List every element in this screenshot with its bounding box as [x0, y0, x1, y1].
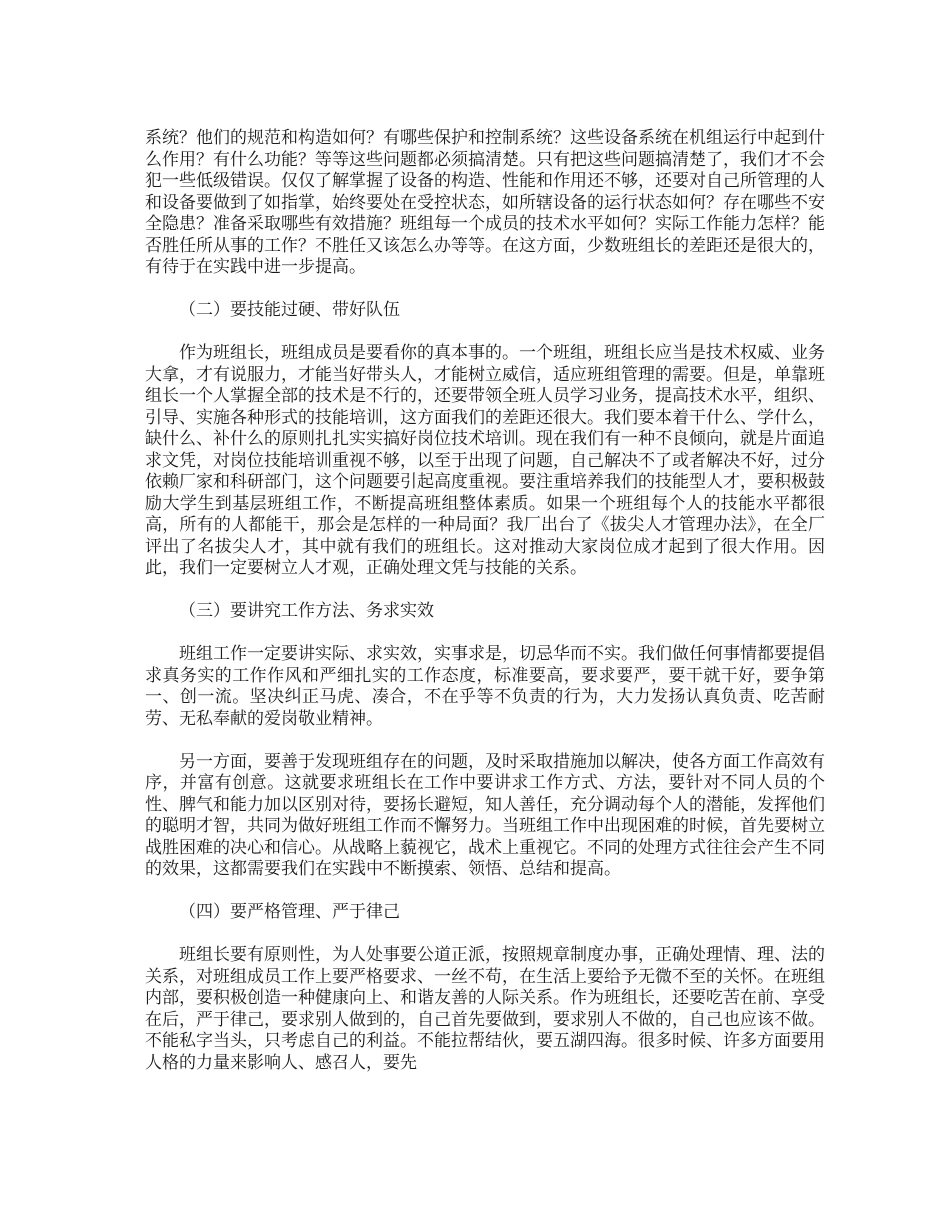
- paragraph-methods: 另一方面，要善于发现班组存在的问题，及时采取措施加以解决，使各方面工作高效有序，并富有创意。这就要求班组长在工作中要讲求工作方式、方法，要针对不同人员的个性、脾气和能力加以区别对待，要扬长避短，知人善任，充分调动每个人的潜能，发挥他们的聪明才智，共同为做好班组工作而不懈努力。当班组工作中出现困难的时候，首先要树立战胜困难的决心和信心。从战略上藐视它，战术上重视它。不同的处理方式往往会产生不同的效果，这都需要我们在实践中不断摸索、领悟、总结和提高。: [145, 751, 825, 879]
- document-page: [145, 128, 825, 1074]
- paragraph-spacer: [145, 881, 825, 903]
- paragraph-spacer: [145, 924, 825, 946]
- paragraph-discipline: 班组长要有原则性，为人处事要公道正派，按照规章制度办事，正确处理情、理、法的关系，对班组成员工作上要严格要求、一丝不苟，在生活上要给予无微不至的关怀。在班组内部，要积极创造一种健康向上、和谐友善的人际关系。作为班组长，还要吃苦在前、享受在后，严于律己，要求别人做到的，自己首先要做到，要求别人不做的，自己也应该不做。不能私字当头，只考虑自己的利益。不能拉帮结伙，要五湖四海。很多时候、许多方面要用人格的力量来影响人、感召人，要先: [145, 945, 825, 1073]
- section-heading-2: （二）要技能过硬、带好队伍: [179, 300, 400, 320]
- section-heading-4: （四）要严格管理、严于律己: [179, 902, 400, 922]
- paragraph-spacer: [145, 730, 825, 752]
- paragraph-equipment: 系统？他们的规范和构造如何？有哪些保护和控制系统？这些设备系统在机组运行中起到什么作用？有什么功能？等等这些问题都必须搞清楚。只有把这些问题搞清楚了，我们才不会犯一些低级错误。仅仅了解掌握了设备的构造、性能和作用还不够，还要对自己所管理的人和设备要做到了如指掌，始终要处在受控状态，如所辖设备的运行状态如何？存在哪些不安全隐患？准备采取哪些有效措施？班组每一个成员的技术水平如何？实际工作能力怎样？能否胜任所从事的工作？不胜任又该怎么办等等。在这方面，少数班组长的差距还是很大的，有待于在实践中进一步提高。: [145, 128, 825, 277]
- paragraph-spacer: [145, 279, 825, 301]
- section-heading-3: （三）要讲究工作方法、务求实效: [179, 601, 434, 621]
- paragraph-spacer: [145, 580, 825, 602]
- paragraph-skills: 作为班组长，班组成员是要看你的真本事的。一个班组，班组长应当是技术权威、业务大拿，才有说服力，才能当好带头人，才能树立威信，适应班组管理的需要。但是，单靠班组长一个人掌握全部的技术是不行的，还要带领全班人员学习业务，提高技术水平，组织、引导、实施各种形式的技能培训，这方面我们的差距还很大。我们要本着干什么、学什么，缺什么、补什么的原则扎扎实实搞好岗位技术培训。现在我们有一种不良倾向，就是片面追求文凭，对岗位技能培训重视不够，以至于出现了问题，自己解决不了或者解决不好，过分依赖厂家和科研部门，这个问题要引起高度重视。要注重培养我们的技能型人才，要积极鼓励大学生到基层班组工作，不断提高班组整体素质。如果一个班组每个人的技能水平都很高，所有的人都能干，那会是怎样的一种局面？我厂出台了《拔尖人才管理办法》，在全厂评出了名拔尖人才，其中就有我们的班组长。这对推动大家岗位成才起到了很大作用。因此，我们一定要树立人才观，正确处理文凭与技能的关系。: [145, 343, 825, 578]
- paragraph-spacer: [145, 322, 825, 344]
- paragraph-spacer: [145, 623, 825, 645]
- paragraph-practical: 班组工作一定要讲实际、求实效，实事求是，切忌华而不实。我们做任何事情都要提倡求真务实的工作作风和严细扎实的工作态度，标准要高，要求要严，要干就干好，要争第一、创一流。坚决纠正马虎、凑合，不在乎等不负责的行为，大力发扬认真负责、吃苦耐劳、无私奉献的爱岗敬业精神。: [145, 644, 825, 729]
